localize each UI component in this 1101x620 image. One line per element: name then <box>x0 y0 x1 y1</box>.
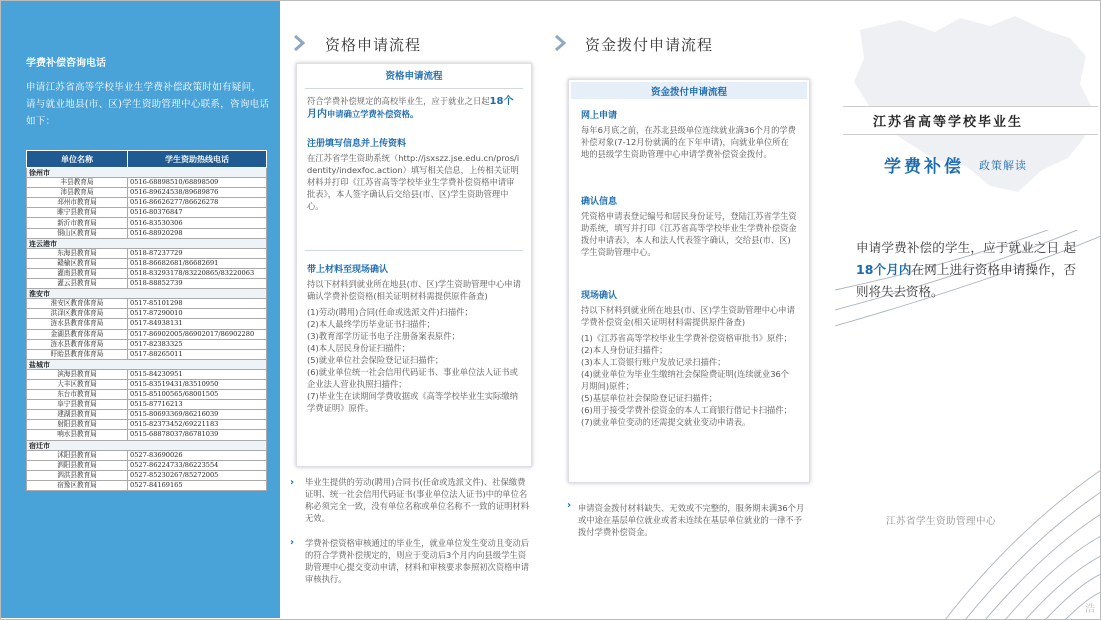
fund-step-online-text: 每年6月底之前，在苏北县级单位连续就业满36个月的学费补偿对象(7-12月份就满的在下年申请)，向就业单位所在地的县级学生资助管理中心申请学费补偿资金拨付。 <box>581 125 796 159</box>
phone-cell: 0516-68898510/68898509 <box>128 178 267 188</box>
phone-cell: 0518-87237729 <box>128 248 267 258</box>
phone-cell: 0516-83530306 <box>128 218 267 228</box>
step-onsite-list <box>307 306 521 414</box>
publisher-name: 江苏省学生资助管理中心 <box>886 516 997 527</box>
city-name: 宿迁市 <box>27 440 267 450</box>
cover-title-band <box>843 106 1098 135</box>
table-row <box>27 299 267 309</box>
unit-name-cell: 东台市教育局 <box>27 390 128 400</box>
fund-step-onsite <box>581 288 797 428</box>
fund-step-online-title: 网上申请 <box>581 111 618 121</box>
phone-cell: 0518-88852739 <box>128 279 267 289</box>
fund-box-title: 资金拨付申请流程 <box>650 87 727 98</box>
list-item: (7)就业单位变动的还需提交就业变动申请表。 <box>581 417 751 427</box>
phone-cell: 0518-86682681/86682691 <box>128 258 267 268</box>
phone-cell: 0517-87290010 <box>128 309 267 319</box>
unit-name-cell: 睢宁县教育局 <box>27 208 128 218</box>
table-row <box>27 279 267 289</box>
city-name: 徐州市 <box>27 168 267 178</box>
list-item: (6)就业单位统一社会信用代码证书、事业单位法人证书或企业法人营业执照扫描件； <box>307 367 518 389</box>
list-item: (5)就业单位社会保险登记证扫描件； <box>307 355 444 365</box>
corner-watermark: 浩 <box>1085 604 1095 615</box>
phone-cell: 0527-83690026 <box>128 450 267 460</box>
list-item: (2)本人身份证扫描件； <box>581 345 668 355</box>
unit-name-cell: 宿豫区教育局 <box>27 480 128 490</box>
table-row <box>27 480 267 490</box>
cover-subtitle-tag: 政策解读 <box>979 159 1027 172</box>
unit-name-cell: 大丰区教育局 <box>27 379 128 389</box>
section-heading-fund: 资金拨付申请流程 <box>585 36 714 54</box>
phone-cell: 0515-87716213 <box>128 400 267 410</box>
table-row <box>27 248 267 258</box>
fund-box <box>568 79 810 483</box>
table-row <box>27 470 267 480</box>
cover-summary-c: 在网上进行资格申请操作，否则将失去资格。 <box>856 262 1076 299</box>
table-row <box>27 379 267 389</box>
phone-cell: 0515-82373452/69221183 <box>128 420 267 430</box>
phone-cell: 0527-85230267/85272005 <box>128 470 267 480</box>
table-row <box>27 450 267 460</box>
table-row <box>27 430 267 440</box>
fund-step-onsite-intro: 持以下材料到就业所在地县(市、区)学生资助管理中心申请学费补偿资金(相关证明材料需提供原件备查) <box>581 305 795 327</box>
phone-cell: 0517-86902005/86902017/86902280 <box>128 329 267 339</box>
unit-name-cell: 响水县教育局 <box>27 430 128 440</box>
phone-cell: 0517-84938131 <box>128 319 267 329</box>
phone-cell: 0517-88265011 <box>128 349 267 359</box>
fund-note: 申请资金拨付材料缺失、无效或不完整的，服务期未满36个月或中途在基层单位就业或者未连续在基层单位就业的一律不予拨付学费补偿资金。 <box>578 503 805 537</box>
hotline-table <box>26 150 267 491</box>
table-row <box>27 319 267 329</box>
cover-subtitle: 学费补偿 <box>884 157 964 177</box>
unit-name-cell: 阜宁县教育局 <box>27 400 128 410</box>
phone-cell: 0516-88920298 <box>128 228 267 238</box>
table-group-city <box>27 168 267 178</box>
table-row <box>27 349 267 359</box>
qualification-note-1: 毕业生提供的劳动(聘用)合同书(任命或选派文件)、社保缴费证明、统一社会信用代码证书(事业单位法人证书)中的单位名称必须完全一致，没有单位名称或单位名称不一致的证明材料无效。 <box>305 477 530 523</box>
qualification-intro-a: 符合学费补偿规定的高校毕业生，应于就业之日起 <box>307 96 490 106</box>
table-row <box>27 390 267 400</box>
list-item: (1)劳动(聘用)合同(任命或选派文件)扫描件； <box>307 307 473 317</box>
unit-name-cell: 邳州市教育局 <box>27 198 128 208</box>
unit-name-cell: 丰县教育局 <box>27 178 128 188</box>
note-arrow-icon: › <box>290 477 295 488</box>
table-row <box>27 198 267 208</box>
list-item: (3)本人工资银行账户发放记录扫描件； <box>581 357 726 367</box>
phone-cell: 0527-86224733/86223554 <box>128 460 267 470</box>
phone-cell: 0515-85100565/68001505 <box>128 390 267 400</box>
unit-name-cell: 灌云县教育局 <box>27 279 128 289</box>
qualification-box-title: 资格申请流程 <box>385 71 443 82</box>
phone-cell: 0515-83519431/83510950 <box>128 379 267 389</box>
qualification-step-onsite <box>307 262 521 414</box>
table-row <box>27 268 267 278</box>
hotline-title: 学费补偿咨询电话 <box>26 58 106 69</box>
note-arrow-icon: › <box>567 500 572 511</box>
unit-name-cell: 建湖县教育局 <box>27 410 128 420</box>
city-name: 淮安市 <box>27 289 267 299</box>
table-row <box>27 329 267 339</box>
table-row <box>27 228 267 238</box>
step-register-text: 在江苏省学生资助系统（http://jsxszz.jse.edu.cn/pros/identity/indexfoc.action）填写相关信息，上传相关证明材料并打印《江苏省高等学校毕业生学费补偿资格申请审批表》，本人签字确认后交给县(市、区)学生资助管理中心。 <box>307 153 520 211</box>
unit-name-cell: 东海县教育局 <box>27 248 128 258</box>
table-row <box>27 309 267 319</box>
table-group-city <box>27 440 267 450</box>
unit-name-cell: 滨海县教育局 <box>27 369 128 379</box>
table-group-city <box>27 238 267 248</box>
unit-name-cell: 铜山区教育局 <box>27 228 128 238</box>
hotline-table-body <box>27 168 267 491</box>
fund-step-online <box>581 108 797 160</box>
unit-name-cell: 新沂市教育局 <box>27 218 128 228</box>
table-group-city <box>27 289 267 299</box>
unit-name-cell: 赣榆区教育局 <box>27 258 128 268</box>
note-arrow-icon: › <box>290 537 295 548</box>
phone-cell: 0515-80693369/86216039 <box>128 410 267 420</box>
phone-cell: 0515-84230951 <box>128 369 267 379</box>
qualification-box <box>296 63 532 467</box>
phone-cell: 0517-85101298 <box>128 299 267 309</box>
fund-step-confirm <box>581 194 797 258</box>
chevron-right-icon <box>292 35 310 51</box>
unit-name-cell: 灌南县教育局 <box>27 268 128 278</box>
list-item: (7)毕业生在读期间学费收据或《高等学校毕业生实际缴纳学费证明》原件。 <box>307 391 518 413</box>
cover-summary <box>856 237 1076 303</box>
phone-cell: 0517-82383325 <box>128 339 267 349</box>
unit-name-cell: 泗阳县教育局 <box>27 460 128 470</box>
step-register-title: 注册填写信息并上传资料 <box>307 139 407 149</box>
qualification-intro-deadline: 18个月内 <box>307 96 514 120</box>
hotline-intro: 申请江苏省高等学校毕业生学费补偿政策时如有疑问，请与就业地县(市、区)学生资助管理中心联系，咨询电话如下： <box>26 82 270 127</box>
unit-name-cell: 洪泽区教育体育局 <box>27 309 128 319</box>
table-row <box>27 258 267 268</box>
phone-cell: 0516-80376847 <box>128 208 267 218</box>
unit-name-cell: 沭阳县教育局 <box>27 450 128 460</box>
qualification-intro-c: 申请确立学费补偿资格。 <box>327 109 419 119</box>
section-heading-qualification: 资格申请流程 <box>325 36 422 54</box>
hotline-section <box>26 52 270 130</box>
fund-step-confirm-title: 确认信息 <box>581 197 618 207</box>
unit-name-cell: 沛县教育局 <box>27 188 128 198</box>
phone-cell: 0527-84169165 <box>128 480 267 490</box>
unit-name-cell: 泗洪县教育局 <box>27 470 128 480</box>
list-item: (4)就业单位为毕业生缴纳社会保险费证明(连续就业36个月期间)原件； <box>581 369 790 391</box>
list-item: (2)本人最终学历毕业证书扫描件； <box>307 319 435 329</box>
fund-step-onsite-list <box>581 332 797 428</box>
qualification-step-register <box>307 136 521 212</box>
unit-name-cell: 涟水县教育体育局 <box>27 339 128 349</box>
table-row <box>27 460 267 470</box>
qualification-note-2: 学费补偿资格审核通过的毕业生，就业单位发生变动且变动后的符合学费补偿规定的，则应于变动后3个月内向县级学生资助管理中心提交变动申请，材料和审核要求参照初次资格申请审核执行。 <box>305 538 530 584</box>
unit-name-cell: 涟水县教育体育局 <box>27 319 128 329</box>
cover-summary-deadline: 18个月内 <box>856 262 912 277</box>
unit-name-cell: 射阳县教育局 <box>27 420 128 430</box>
table-row <box>27 400 267 410</box>
table-group-city <box>27 359 267 369</box>
list-item: (6)用于接受学费补偿资金的本人工商银行借记卡扫描件； <box>581 405 792 415</box>
table-row <box>27 420 267 430</box>
unit-name-cell: 盱眙县教育体育局 <box>27 349 128 359</box>
city-name: 盐城市 <box>27 359 267 369</box>
table-row <box>27 188 267 198</box>
phone-cell: 0518-83293178/83220865/83220063 <box>128 268 267 278</box>
table-row <box>27 178 267 188</box>
table-row <box>27 369 267 379</box>
table-header-unit: 单位名称 <box>27 151 128 168</box>
fund-step-onsite-title: 现场确认 <box>581 291 618 301</box>
step-onsite-title: 带上材料至现场确认 <box>307 265 389 275</box>
unit-name-cell: 淮安区教育体育局 <box>27 299 128 309</box>
phone-cell: 0516-86626277/86626278 <box>128 198 267 208</box>
phone-cell: 0516-89624538/89689876 <box>128 188 267 198</box>
table-row <box>27 218 267 228</box>
table-header-phone: 学生资助热线电话 <box>128 151 267 168</box>
unit-name-cell: 金湖县教育体育局 <box>27 329 128 339</box>
table-row <box>27 208 267 218</box>
fund-step-confirm-text: 凭资格申请表登记编号和居民身份证号，登陆江苏省学生资助系统，填写并打印《江苏省高等学校毕业生学费补偿资金拨付申请表》，本人和法人代表签字确认，交给县(市、区)学生资助管理中心。 <box>581 211 797 257</box>
city-name: 连云港市 <box>27 238 267 248</box>
list-item: (5)基层单位社会保险登记证扫描件； <box>581 393 718 403</box>
list-item: (1)《江苏省高等学校毕业生学费补偿资格审批书》原件； <box>581 333 792 343</box>
list-item: (3)教育部学历证书电子注册备案表原件； <box>307 331 460 341</box>
table-row <box>27 410 267 420</box>
phone-cell: 0515-68878037/86781039 <box>128 430 267 440</box>
table-row <box>27 339 267 349</box>
step-onsite-intro: 持以下材料到就业所在地县(市、区)学生资助管理中心申请确认学费补偿资格(相关证明材料需提供原件备查) <box>307 279 521 301</box>
chevron-right-icon <box>553 35 571 51</box>
list-item: (4)本人居民身份证扫描件； <box>307 343 411 353</box>
cover-title: 江苏省高等学校毕业生 <box>873 115 1024 130</box>
cover-summary-a: 申请学费补偿的学生，应于就业之日 起 <box>856 240 1076 255</box>
